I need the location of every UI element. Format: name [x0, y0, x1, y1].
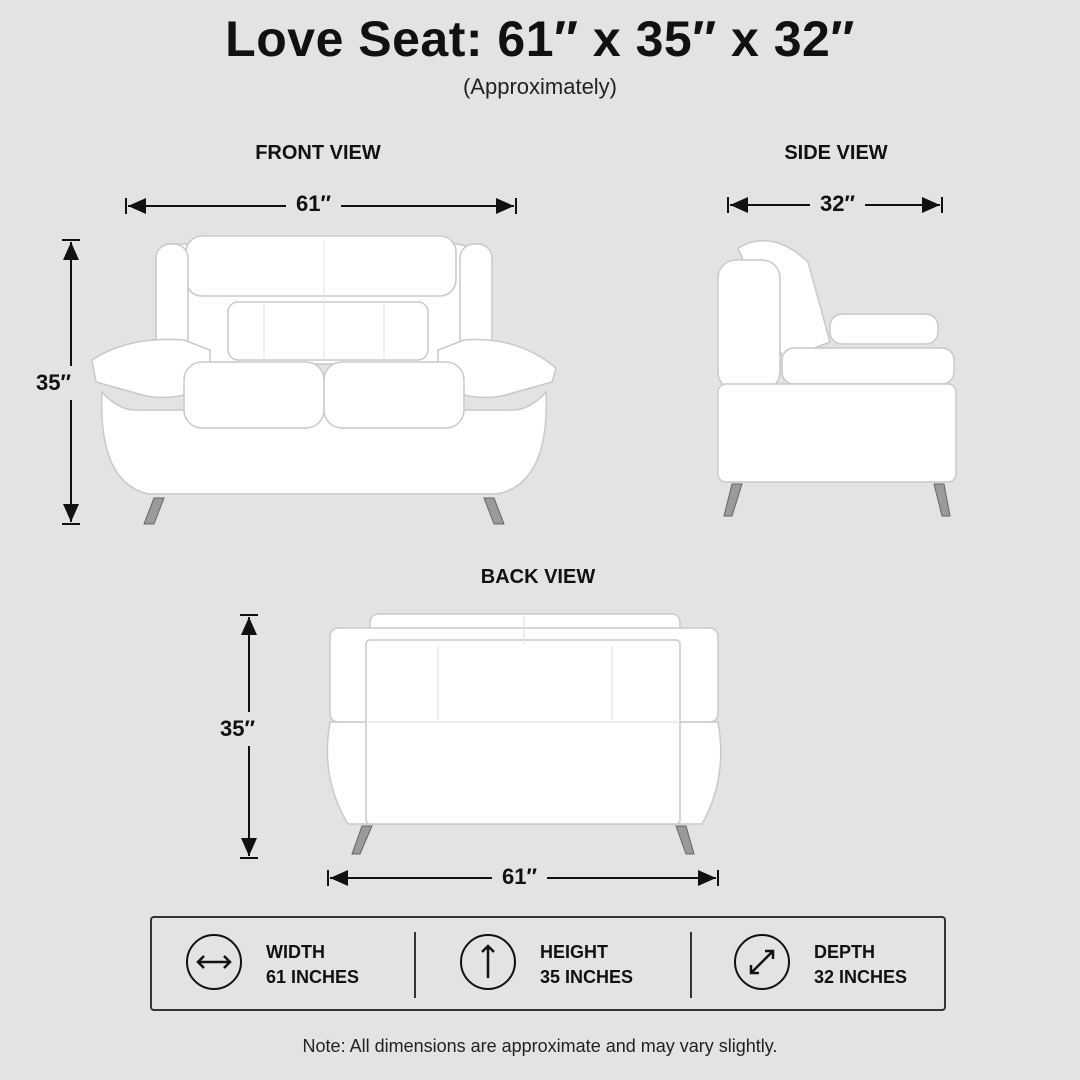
- summary-divider: [414, 932, 416, 998]
- summary-height: [426, 918, 688, 1009]
- footnote: Note: All dimensions are approximate and may vary slightly.: [302, 1036, 778, 1056]
- summary-height-label: HEIGHT: [540, 942, 609, 962]
- summary-width-label: WIDTH: [266, 942, 325, 962]
- front-height-label: 35″: [30, 366, 77, 400]
- side-view-sofa-image: [712, 232, 962, 522]
- front-view-sofa-image: [88, 232, 560, 534]
- summary-width: [152, 918, 414, 1009]
- front-view-label: FRONT VIEW: [255, 142, 381, 164]
- page-title: Love Seat: 61″ x 35″ x 32″: [225, 11, 855, 67]
- dimensions-summary-box: [150, 916, 946, 1011]
- front-width-label: 61″: [286, 191, 341, 217]
- summary-height-value: 35 INCHES: [540, 967, 634, 987]
- summary-divider: [690, 932, 692, 998]
- summary-depth-value: 32 INCHES: [814, 967, 908, 987]
- back-width-label: 61″: [492, 864, 547, 890]
- side-view-label: SIDE VIEW: [784, 142, 888, 164]
- back-view-label: BACK VIEW: [480, 566, 596, 588]
- summary-depth-label: DEPTH: [814, 942, 876, 962]
- back-height-label: 35″: [214, 712, 261, 746]
- summary-depth: [700, 918, 962, 1009]
- up-arrow-icon: [460, 934, 516, 990]
- diagonal-arrows-icon: [734, 934, 790, 990]
- page-subtitle: (Approximately): [462, 74, 618, 99]
- side-depth-label: 32″: [810, 191, 865, 217]
- horizontal-arrows-icon: [186, 934, 242, 990]
- summary-width-value: 61 INCHES: [266, 967, 360, 987]
- back-view-sofa-image: [326, 608, 722, 858]
